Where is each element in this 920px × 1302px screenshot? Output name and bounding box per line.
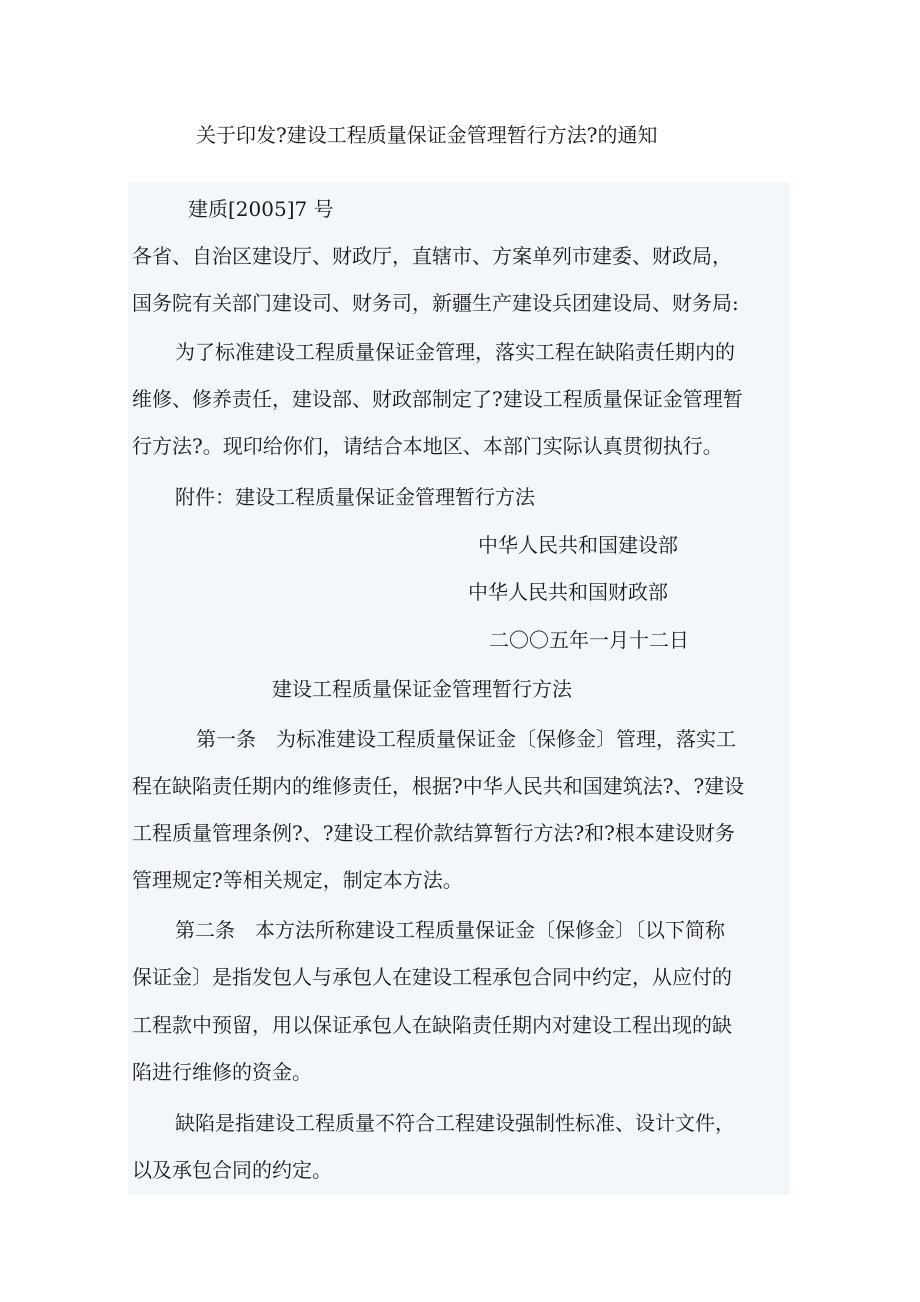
defect-definition-line: 缺陷是指建设工程质量不符合工程建设强制性标准、设计文件，: [175, 1111, 735, 1135]
signatory-construction: 中华人民共和国建设部: [478, 533, 678, 557]
defect-definition-line: 以及承包合同的约定。: [132, 1158, 332, 1182]
signatory-finance: 中华人民共和国财政部: [468, 580, 668, 604]
article2-line: 工程款中预留，用以保证承包人在缺陷责任期内对建设工程出现的缺: [132, 1013, 732, 1037]
article2-line: 第二条 本方法所称建设工程质量保证金〔保修金〕〔以下简称: [175, 918, 725, 942]
article1-line: 程在缺陷责任期内的维修责任，根据?中华人民共和国建筑法?、?建设: [132, 774, 745, 798]
article2-line: 保证金〕是指发包人与承包人在建设工程承包合同中约定，从应付的: [132, 965, 732, 989]
doc-number: 建质[2005]7 号: [188, 197, 334, 221]
article1-line: 管理规定?等相关规定，制定本方法。: [132, 868, 463, 892]
attachment-line: 附件：建设工程质量保证金管理暂行方法: [175, 485, 535, 509]
article1-line: 工程质量管理条例?、?建设工程价款结算暂行方法?和?根本建设财务: [132, 821, 735, 845]
issue-date: 二〇〇五年一月十二日: [489, 628, 689, 652]
document-title: 关于印发?建设工程质量保证金管理暂行方法?的通知: [196, 123, 658, 147]
regulation-title: 建设工程质量保证金管理暂行方法: [272, 677, 572, 701]
article2-line: 陷进行维修的资金。: [132, 1060, 312, 1084]
addressee-line: 各省、自治区建设厅、财政厅，直辖市、方案单列市建委、财政局，: [132, 244, 732, 268]
intro-line: 行方法?。现印给你们，请结合本地区、本部门实际认真贯彻执行。: [132, 434, 723, 458]
intro-line: 维修、修养责任，建设部、财政部制定了?建设工程质量保证金管理暂: [132, 387, 743, 411]
intro-line: 为了标准建设工程质量保证金管理，落实工程在缺陷责任期内的: [175, 340, 735, 364]
addressee-line: 国务院有关部门建设司、财务司，新疆生产建设兵团建设局、财务局:: [132, 291, 739, 315]
article1-line: 第一条 为标准建设工程质量保证金〔保修金〕管理，落实工: [196, 727, 736, 751]
